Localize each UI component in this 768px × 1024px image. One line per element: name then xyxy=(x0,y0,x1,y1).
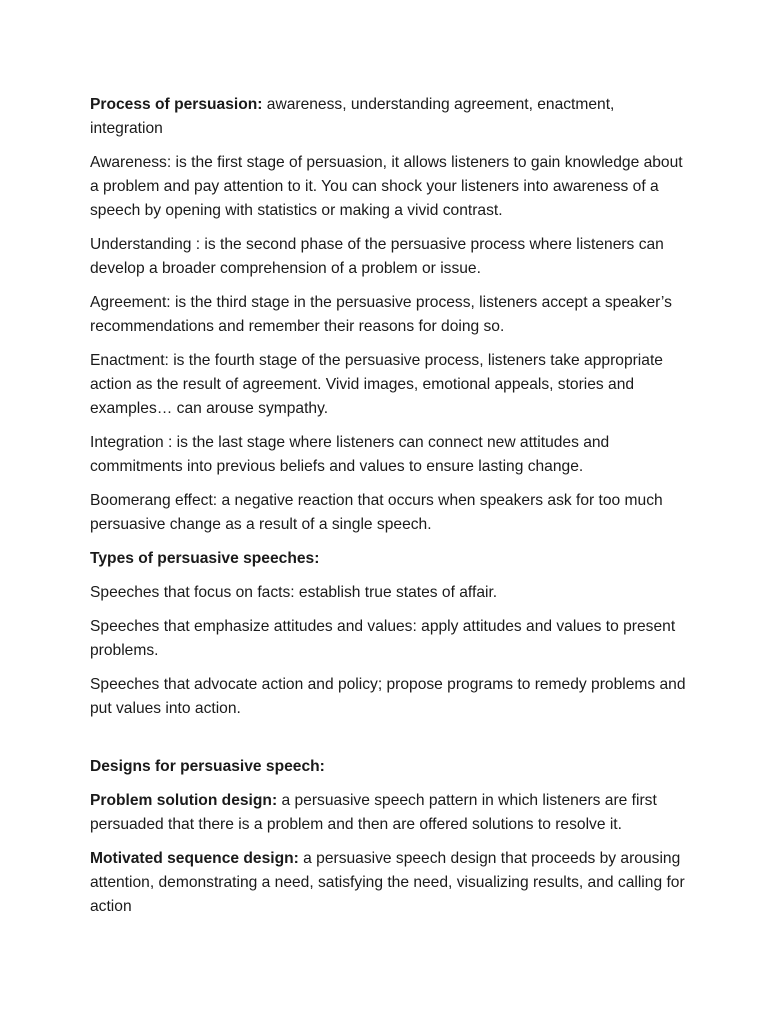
paragraph-enactment: Enactment: is the fourth stage of the persuasive process, listeners take appropriate action as the result of agreement. Vivid images, emotional appeals, stories and examples… can arouse sympathy. xyxy=(90,352,663,417)
term-problem-solution-design: Problem solution design: xyxy=(90,792,278,809)
paragraph-problem-solution-design xyxy=(90,789,690,837)
heading-types-of-persuasive-speeches: Types of persuasive speeches: xyxy=(90,550,320,567)
paragraph-process-of-persuasion xyxy=(90,93,690,141)
paragraph-speeches-action-policy: Speeches that advocate action and policy; propose programs to remedy problems and put values into action. xyxy=(90,676,686,717)
paragraph-awareness: Awareness: is the first stage of persuasion, it allows listeners to gain knowledge about a problem and pay attention to it. You can shock your listeners into awareness of a speech by opening with statistics or making a vivid contrast. xyxy=(90,154,683,219)
definition-motivated-sequence-design: a persuasive speech design that proceeds by arousing attention, demonstrating a need, satisfying the need, visualizing results, and calling for action xyxy=(90,850,685,915)
definition-process-of-persuasion: awareness, understanding agreement, enactment, integration xyxy=(90,96,615,137)
paragraph-agreement: Agreement: is the third stage in the persuasive process, listeners accept a speaker’s recommendations and remember their reasons for doing so. xyxy=(90,294,672,335)
term-process-of-persuasion: Process of persuasion: xyxy=(90,96,263,113)
paragraph-speeches-attitudes-values: Speeches that emphasize attitudes and values: apply attitudes and values to present problems. xyxy=(90,618,676,659)
heading-designs-for-persuasive-speech: Designs for persuasive speech: xyxy=(90,758,325,775)
paragraph-integration: Integration : is the last stage where listeners can connect new attitudes and commitments into previous beliefs and values to ensure lasting change. xyxy=(90,434,610,475)
paragraph-motivated-sequence-design xyxy=(90,847,690,919)
definition-problem-solution-design: a persuasive speech pattern in which listeners are first persuaded that there is a problem and then are offered solutions to resolve it. xyxy=(90,792,657,833)
paragraph-understanding: Understanding : is the second phase of the persuasive process where listeners can develop a broader comprehension of a problem or issue. xyxy=(90,236,664,277)
paragraph-boomerang-effect: Boomerang effect: a negative reaction that occurs when speakers ask for too much persuasive change as a result of a single speech. xyxy=(90,492,663,533)
paragraph-speeches-facts: Speeches that focus on facts: establish true states of affair. xyxy=(90,584,498,601)
document-page xyxy=(90,93,690,929)
term-motivated-sequence-design: Motivated sequence design: xyxy=(90,850,299,867)
